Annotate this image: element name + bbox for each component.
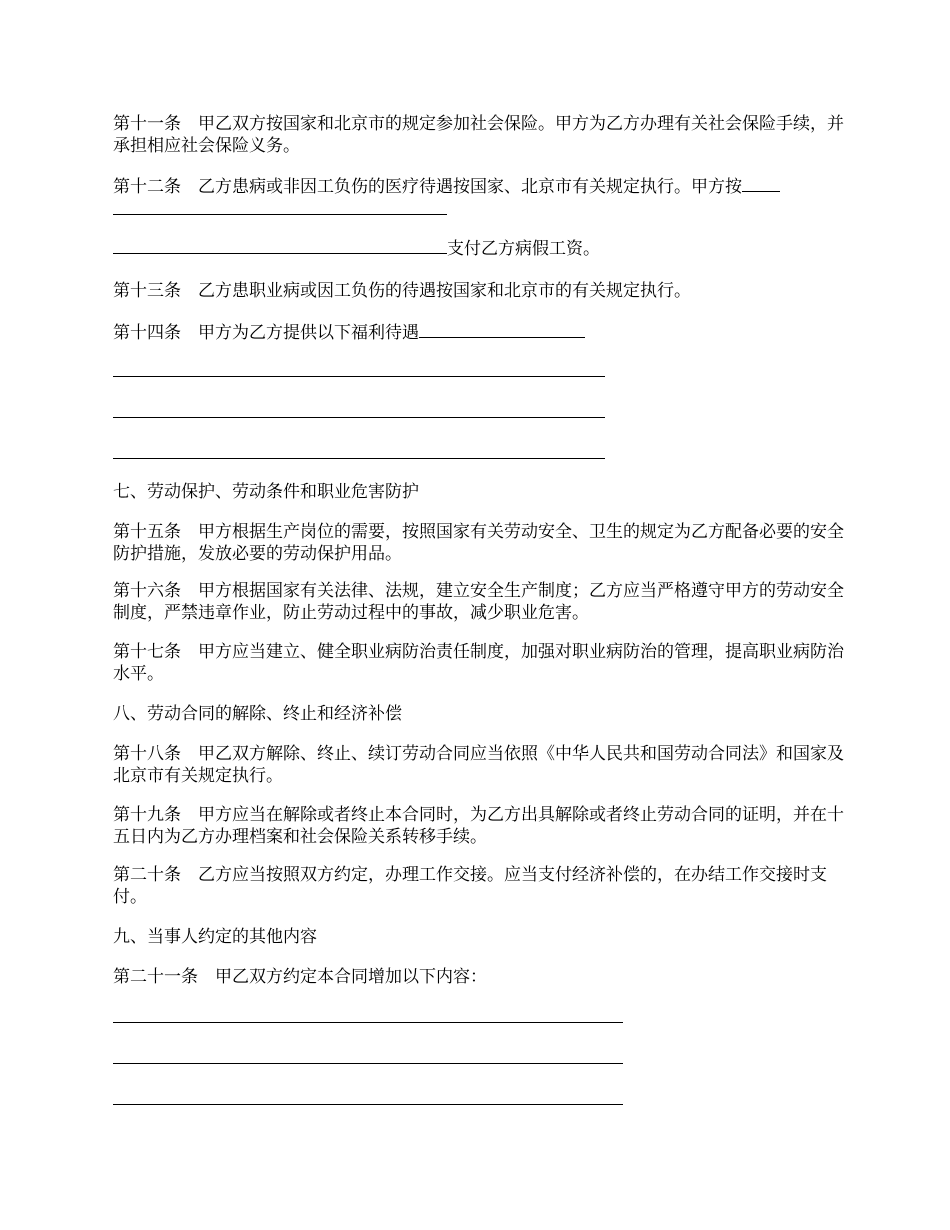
article-17: 第十七条 甲方应当建立、健全职业病防治责任制度，加强对职业病防治的管理，提高职业病防治水平。 (113, 642, 844, 684)
article-13: 第十三条 乙方患职业病或因工负伤的待遇按国家和北京市的有关规定执行。 (113, 281, 691, 301)
article-15: 第十五条 甲方根据生产岗位的需要，按照国家有关劳动安全、卫生的规定为乙方配备必要的安全防护措施，发放必要的劳动保护用品。 (113, 522, 844, 564)
article-12-continued (113, 237, 600, 260)
article-14 (113, 321, 585, 344)
section-8-heading: 八、劳动合同的解除、终止和经济补偿 (113, 704, 402, 724)
article-11: 第十一条 甲乙双方按国家和北京市的规定参加社会保险。甲方为乙方办理有关社会保险手续，并承担相应社会保险义务。 (113, 114, 844, 156)
fill-blank[interactable] (113, 458, 605, 459)
fill-blank[interactable] (113, 1063, 623, 1064)
section-7-heading: 七、劳动保护、劳动条件和职业危害防护 (113, 482, 419, 502)
fill-blank[interactable] (113, 214, 447, 215)
article-19: 第十九条 甲方应当在解除或者终止本合同时，为乙方出具解除或者终止劳动合同的证明，并在十五日内为乙方办理档案和社会保险关系转移手续。 (113, 805, 844, 847)
fill-blank[interactable] (113, 237, 447, 254)
fill-blank[interactable] (113, 1022, 623, 1023)
fill-blank[interactable] (113, 417, 605, 418)
article-18: 第十八条 甲乙双方解除、终止、续订劳动合同应当依照《中华人民共和国劳动合同法》和国家及北京市有关规定执行。 (113, 744, 844, 786)
fill-blank[interactable] (113, 1104, 623, 1105)
article-12-tail: 支付乙方病假工资。 (447, 239, 600, 259)
section-9-heading: 九、当事人约定的其他内容 (113, 927, 317, 947)
article-21: 第二十一条 甲乙双方约定本合同增加以下内容： (113, 967, 487, 987)
article-14-text: 第十四条 甲方为乙方提供以下福利待遇 (113, 323, 419, 343)
fill-blank[interactable] (419, 321, 585, 338)
fill-blank[interactable] (742, 175, 780, 192)
article-12 (113, 175, 780, 198)
article-12-text: 第十二条 乙方患病或非因工负伤的医疗待遇按国家、北京市有关规定执行。甲方按 (113, 177, 742, 197)
fill-blank[interactable] (113, 376, 605, 377)
article-16: 第十六条 甲方根据国家有关法律、法规，建立安全生产制度；乙方应当严格遵守甲方的劳动安全制度，严禁违章作业，防止劳动过程中的事故，减少职业危害。 (113, 581, 844, 623)
article-20: 第二十条 乙方应当按照双方约定，办理工作交接。应当支付经济补偿的，在办结工作交接时支付。 (113, 865, 827, 907)
